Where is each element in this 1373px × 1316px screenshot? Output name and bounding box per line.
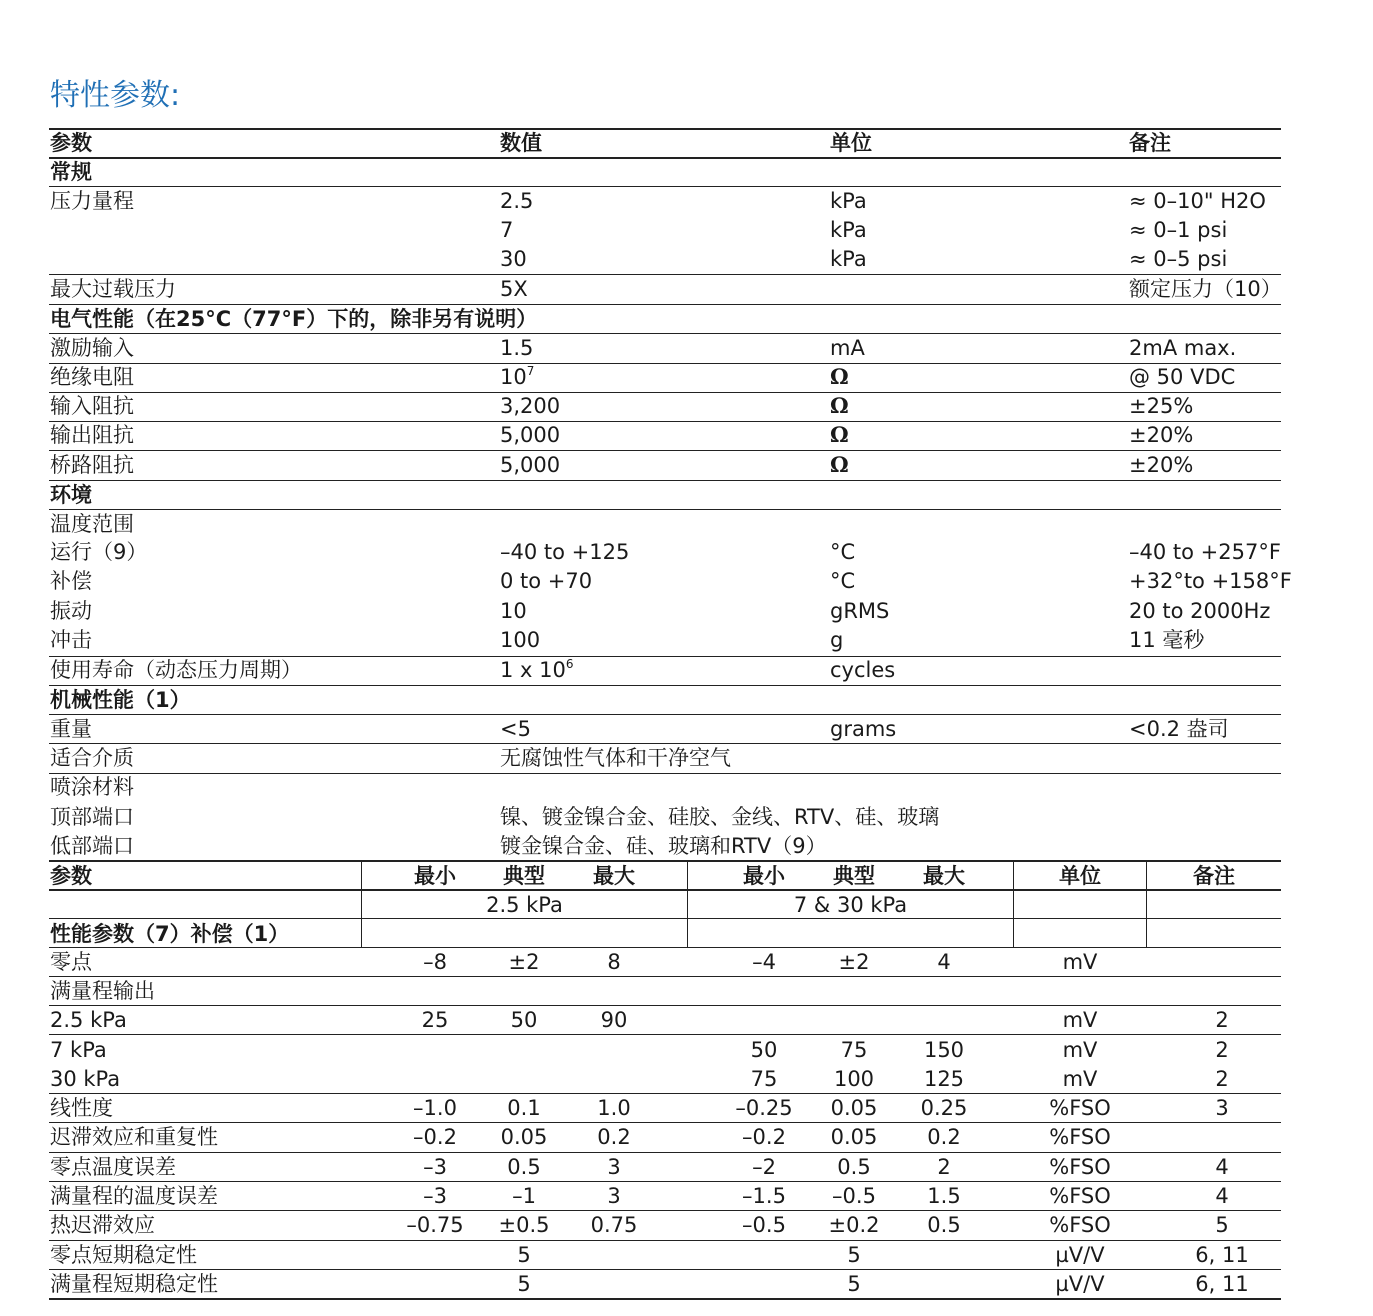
value-base: 10 xyxy=(500,365,527,389)
header-param: 参数 xyxy=(50,864,92,888)
section-general: 常规 xyxy=(50,160,92,184)
cell-typ: 0.05 xyxy=(830,1096,878,1120)
row-divider xyxy=(49,333,1281,334)
header-max: 最大 xyxy=(593,864,635,888)
cell-value: 镀金镍合金、硅、玻璃和RTV（9） xyxy=(500,834,827,858)
value-base: 1 x 10 xyxy=(500,658,566,682)
cell-note: 2 xyxy=(1215,1067,1229,1091)
cell-note: 额定压力（10） xyxy=(1129,277,1282,301)
cell-value: –40 to +125 xyxy=(500,540,630,564)
cell-unit: °C xyxy=(830,569,856,593)
cell-max: 1.0 xyxy=(597,1096,631,1120)
row-label: 重量 xyxy=(50,717,92,741)
cell-note: 4 xyxy=(1215,1184,1229,1208)
cell-min: 50 xyxy=(750,1038,778,1062)
cell-unit: %FSO xyxy=(1049,1096,1111,1120)
section-electrical: 电气性能（在25°C（77°F）下的，除非另有说明） xyxy=(50,307,538,331)
cell-min: –2 xyxy=(752,1155,776,1179)
row-label: 迟滞效应和重复性 xyxy=(50,1125,218,1149)
cell-unit: %FSO xyxy=(1049,1125,1111,1149)
cell-typ: ±0.2 xyxy=(828,1213,880,1237)
row-label: 最大过载压力 xyxy=(50,277,176,301)
row-label: 7 kPa xyxy=(50,1038,107,1062)
header-unit: 单位 xyxy=(830,131,872,155)
cell-value: <5 xyxy=(500,717,531,741)
row-label: 压力量程 xyxy=(50,189,134,213)
row-label: 运行（9） xyxy=(50,540,148,564)
cell-value xyxy=(500,657,574,683)
cell-max: 0.5 xyxy=(927,1213,961,1237)
cell-note: 4 xyxy=(1215,1155,1229,1179)
header-typ: 典型 xyxy=(503,864,545,888)
row-label: 零点短期稳定性 xyxy=(50,1243,197,1267)
row-divider xyxy=(49,363,1281,364)
cell-note: ≈ 0–5 psi xyxy=(1129,247,1228,271)
cell-unit: µV/V xyxy=(1055,1243,1105,1267)
row-divider xyxy=(49,1093,1281,1094)
cell-note: ±20% xyxy=(1129,423,1194,447)
cell-typ: 5 xyxy=(847,1272,861,1296)
header-unit: 单位 xyxy=(1059,864,1101,888)
cell-note: 5 xyxy=(1215,1213,1229,1237)
cell-note: 2 xyxy=(1215,1038,1229,1062)
cell-typ: 5 xyxy=(517,1272,531,1296)
cell-min: –0.75 xyxy=(406,1213,464,1237)
cell-max: 3 xyxy=(607,1155,621,1179)
cell-value: 3,200 xyxy=(500,394,561,418)
cell-unit: Ω xyxy=(830,452,849,477)
cell-unit: Ω xyxy=(830,364,849,389)
cell-typ: 0.1 xyxy=(507,1096,541,1120)
cell-unit: kPa xyxy=(830,218,867,242)
cell-note: ≈ 0–1 psi xyxy=(1129,218,1228,242)
cell-typ: –0.5 xyxy=(832,1184,876,1208)
cell-unit: µV/V xyxy=(1055,1272,1105,1296)
cell-unit: mV xyxy=(1062,1038,1098,1062)
cell-value: 30 xyxy=(500,247,527,271)
row-label: 零点 xyxy=(50,950,92,974)
cell-unit: °C xyxy=(830,540,856,564)
cell-typ: 0.5 xyxy=(507,1155,541,1179)
cell-typ: 5 xyxy=(847,1243,861,1267)
page-title: 特性参数: xyxy=(50,78,181,113)
cell-max: 90 xyxy=(600,1008,628,1032)
row-divider xyxy=(49,421,1281,422)
row-label: 输出阻抗 xyxy=(50,423,134,447)
range-label-2-5kpa: 2.5 kPa xyxy=(486,893,563,917)
section-mechanical: 机械性能（1） xyxy=(50,688,191,712)
header-min: 最小 xyxy=(743,864,785,888)
cell-value: 7 xyxy=(500,218,514,242)
row-label: 2.5 kPa xyxy=(50,1008,127,1032)
cell-unit: %FSO xyxy=(1049,1155,1111,1179)
cell-typ: 50 xyxy=(510,1008,538,1032)
cell-note: 6, 11 xyxy=(1195,1243,1249,1267)
row-divider xyxy=(49,918,1281,919)
cell-max: 0.25 xyxy=(920,1096,968,1120)
cell-value: 0 to +70 xyxy=(500,569,593,593)
row-label: 满量程短期稳定性 xyxy=(50,1272,218,1296)
row-divider xyxy=(49,274,1281,275)
row-divider xyxy=(49,1181,1281,1182)
cell-value: 无腐蚀性气体和干净空气 xyxy=(500,746,731,770)
cell-max: 8 xyxy=(607,950,621,974)
cell-typ: 0.5 xyxy=(837,1155,871,1179)
row-divider xyxy=(49,743,1281,744)
cell-unit: Ω xyxy=(830,393,849,418)
row-divider xyxy=(49,1210,1281,1211)
cell-note: ±25% xyxy=(1129,394,1194,418)
row-divider xyxy=(49,685,1281,686)
cell-note: ±20% xyxy=(1129,453,1194,477)
row-label: 温度范围 xyxy=(50,512,134,536)
value-exponent: 7 xyxy=(526,364,535,378)
row-label: 零点温度误差 xyxy=(50,1155,176,1179)
cell-value: 100 xyxy=(500,628,541,652)
row-divider xyxy=(49,450,1281,451)
section-environment: 环境 xyxy=(50,483,92,507)
cell-value: 5,000 xyxy=(500,423,561,447)
header-rule xyxy=(49,889,1281,891)
cell-value: 5X xyxy=(500,277,528,301)
row-divider xyxy=(49,1240,1281,1241)
row-label: 补偿 xyxy=(50,569,92,593)
table-top-rule xyxy=(49,128,1281,130)
row-label: 输入阻抗 xyxy=(50,394,134,418)
cell-note: 2 xyxy=(1215,1008,1229,1032)
cell-min: –8 xyxy=(423,950,447,974)
header-rule xyxy=(49,157,1281,159)
row-divider xyxy=(49,1122,1281,1123)
cell-note: 6, 11 xyxy=(1195,1272,1249,1296)
cell-note: ≈ 0–10" H2O xyxy=(1129,189,1266,213)
row-label: 振动 xyxy=(50,599,92,623)
row-divider xyxy=(49,773,1281,774)
row-label: 低部端口 xyxy=(50,834,134,858)
row-divider xyxy=(49,480,1281,481)
cell-note: 11 毫秒 xyxy=(1129,628,1205,652)
row-divider xyxy=(49,947,1281,948)
header-param: 参数 xyxy=(50,131,92,155)
cell-note: 3 xyxy=(1215,1096,1229,1120)
cell-value: 镍、镀金镍合金、硅胶、金线、RTV、硅、玻璃 xyxy=(500,805,940,829)
cell-note: 20 to 2000Hz xyxy=(1129,599,1271,623)
row-divider xyxy=(49,509,1281,510)
cell-min: –0.5 xyxy=(742,1213,786,1237)
header-note: 备注 xyxy=(1193,864,1235,888)
row-divider xyxy=(49,714,1281,715)
cell-min: 25 xyxy=(421,1008,449,1032)
cell-min: –4 xyxy=(752,950,776,974)
cell-max: 0.2 xyxy=(597,1125,631,1149)
cell-value: 1.5 xyxy=(500,336,534,360)
cell-max: 125 xyxy=(923,1067,965,1091)
cell-min: 75 xyxy=(750,1067,778,1091)
row-divider xyxy=(49,392,1281,393)
cell-unit: Ω xyxy=(830,422,849,447)
section-performance: 性能参数（7）补偿（1） xyxy=(50,922,290,946)
row-divider xyxy=(49,186,1281,187)
cell-note: @ 50 VDC xyxy=(1129,365,1236,389)
cell-unit: kPa xyxy=(830,189,867,213)
row-label: 使用寿命（动态压力周期） xyxy=(50,658,302,682)
cell-typ: 75 xyxy=(840,1038,868,1062)
row-label: 30 kPa xyxy=(50,1067,121,1091)
cell-value: 5,000 xyxy=(500,453,561,477)
cell-unit: gRMS xyxy=(830,599,890,623)
cell-note: <0.2 盎司 xyxy=(1129,717,1229,741)
cell-typ: 0.05 xyxy=(830,1125,878,1149)
row-divider xyxy=(49,304,1281,305)
cell-typ: ±0.5 xyxy=(498,1213,550,1237)
row-label: 桥路阻抗 xyxy=(50,453,134,477)
cell-typ: ±2 xyxy=(838,950,870,974)
cell-unit: kPa xyxy=(830,247,867,271)
row-label: 冲击 xyxy=(50,628,92,652)
cell-unit: mV xyxy=(1062,1008,1098,1032)
cell-unit: cycles xyxy=(830,658,896,682)
row-divider xyxy=(49,1034,1281,1035)
cell-typ: 100 xyxy=(833,1067,875,1091)
row-label: 喷涂材料 xyxy=(50,775,134,799)
header-note: 备注 xyxy=(1129,131,1171,155)
header-min: 最小 xyxy=(414,864,456,888)
table-top-rule xyxy=(49,860,1281,862)
cell-min: –0.2 xyxy=(742,1125,786,1149)
row-divider xyxy=(49,1269,1281,1270)
cell-max: 3 xyxy=(607,1184,621,1208)
cell-min: –1.5 xyxy=(742,1184,786,1208)
cell-min: –3 xyxy=(423,1155,447,1179)
cell-min: –1.0 xyxy=(413,1096,457,1120)
cell-max: 0.75 xyxy=(590,1213,638,1237)
cell-max: 4 xyxy=(937,950,951,974)
row-label: 绝缘电阻 xyxy=(50,365,134,389)
cell-min: –0.25 xyxy=(735,1096,793,1120)
cell-note: 2mA max. xyxy=(1129,336,1237,360)
header-max: 最大 xyxy=(923,864,965,888)
range-label-7-30kpa: 7 & 30 kPa xyxy=(793,893,908,917)
cell-min: –3 xyxy=(423,1184,447,1208)
row-divider xyxy=(49,976,1281,977)
cell-typ: 0.05 xyxy=(500,1125,548,1149)
cell-value: 2.5 xyxy=(500,189,534,213)
cell-typ: 5 xyxy=(517,1243,531,1267)
cell-unit: grams xyxy=(830,717,897,741)
cell-value xyxy=(500,364,534,390)
cell-value: 10 xyxy=(500,599,527,623)
cell-typ: ±2 xyxy=(508,950,540,974)
row-label: 顶部端口 xyxy=(50,805,134,829)
header-value: 数值 xyxy=(500,131,542,155)
cell-max: 1.5 xyxy=(927,1184,961,1208)
cell-unit: g xyxy=(830,628,844,652)
cell-note: +32°to +158°F xyxy=(1129,569,1292,593)
row-divider xyxy=(49,1005,1281,1006)
cell-typ: –1 xyxy=(512,1184,536,1208)
cell-min: –0.2 xyxy=(413,1125,457,1149)
row-divider xyxy=(49,1298,1281,1300)
cell-unit: %FSO xyxy=(1049,1184,1111,1208)
cell-max: 150 xyxy=(923,1038,965,1062)
cell-unit: mA xyxy=(830,336,865,360)
row-label: 满量程输出 xyxy=(50,979,155,1003)
cell-unit: mV xyxy=(1062,1067,1098,1091)
row-label: 热迟滞效应 xyxy=(50,1213,155,1237)
row-divider xyxy=(49,1152,1281,1153)
cell-unit: %FSO xyxy=(1049,1213,1111,1237)
cell-max: 0.2 xyxy=(927,1125,961,1149)
header-typ: 典型 xyxy=(833,864,875,888)
value-exponent: 6 xyxy=(565,657,574,671)
cell-unit: mV xyxy=(1062,950,1098,974)
row-label: 线性度 xyxy=(50,1096,113,1120)
row-label: 适合介质 xyxy=(50,746,134,770)
cell-note: –40 to +257°F xyxy=(1129,540,1281,564)
cell-max: 2 xyxy=(937,1155,951,1179)
row-label: 满量程的温度误差 xyxy=(50,1184,218,1208)
row-label: 激励输入 xyxy=(50,336,134,360)
